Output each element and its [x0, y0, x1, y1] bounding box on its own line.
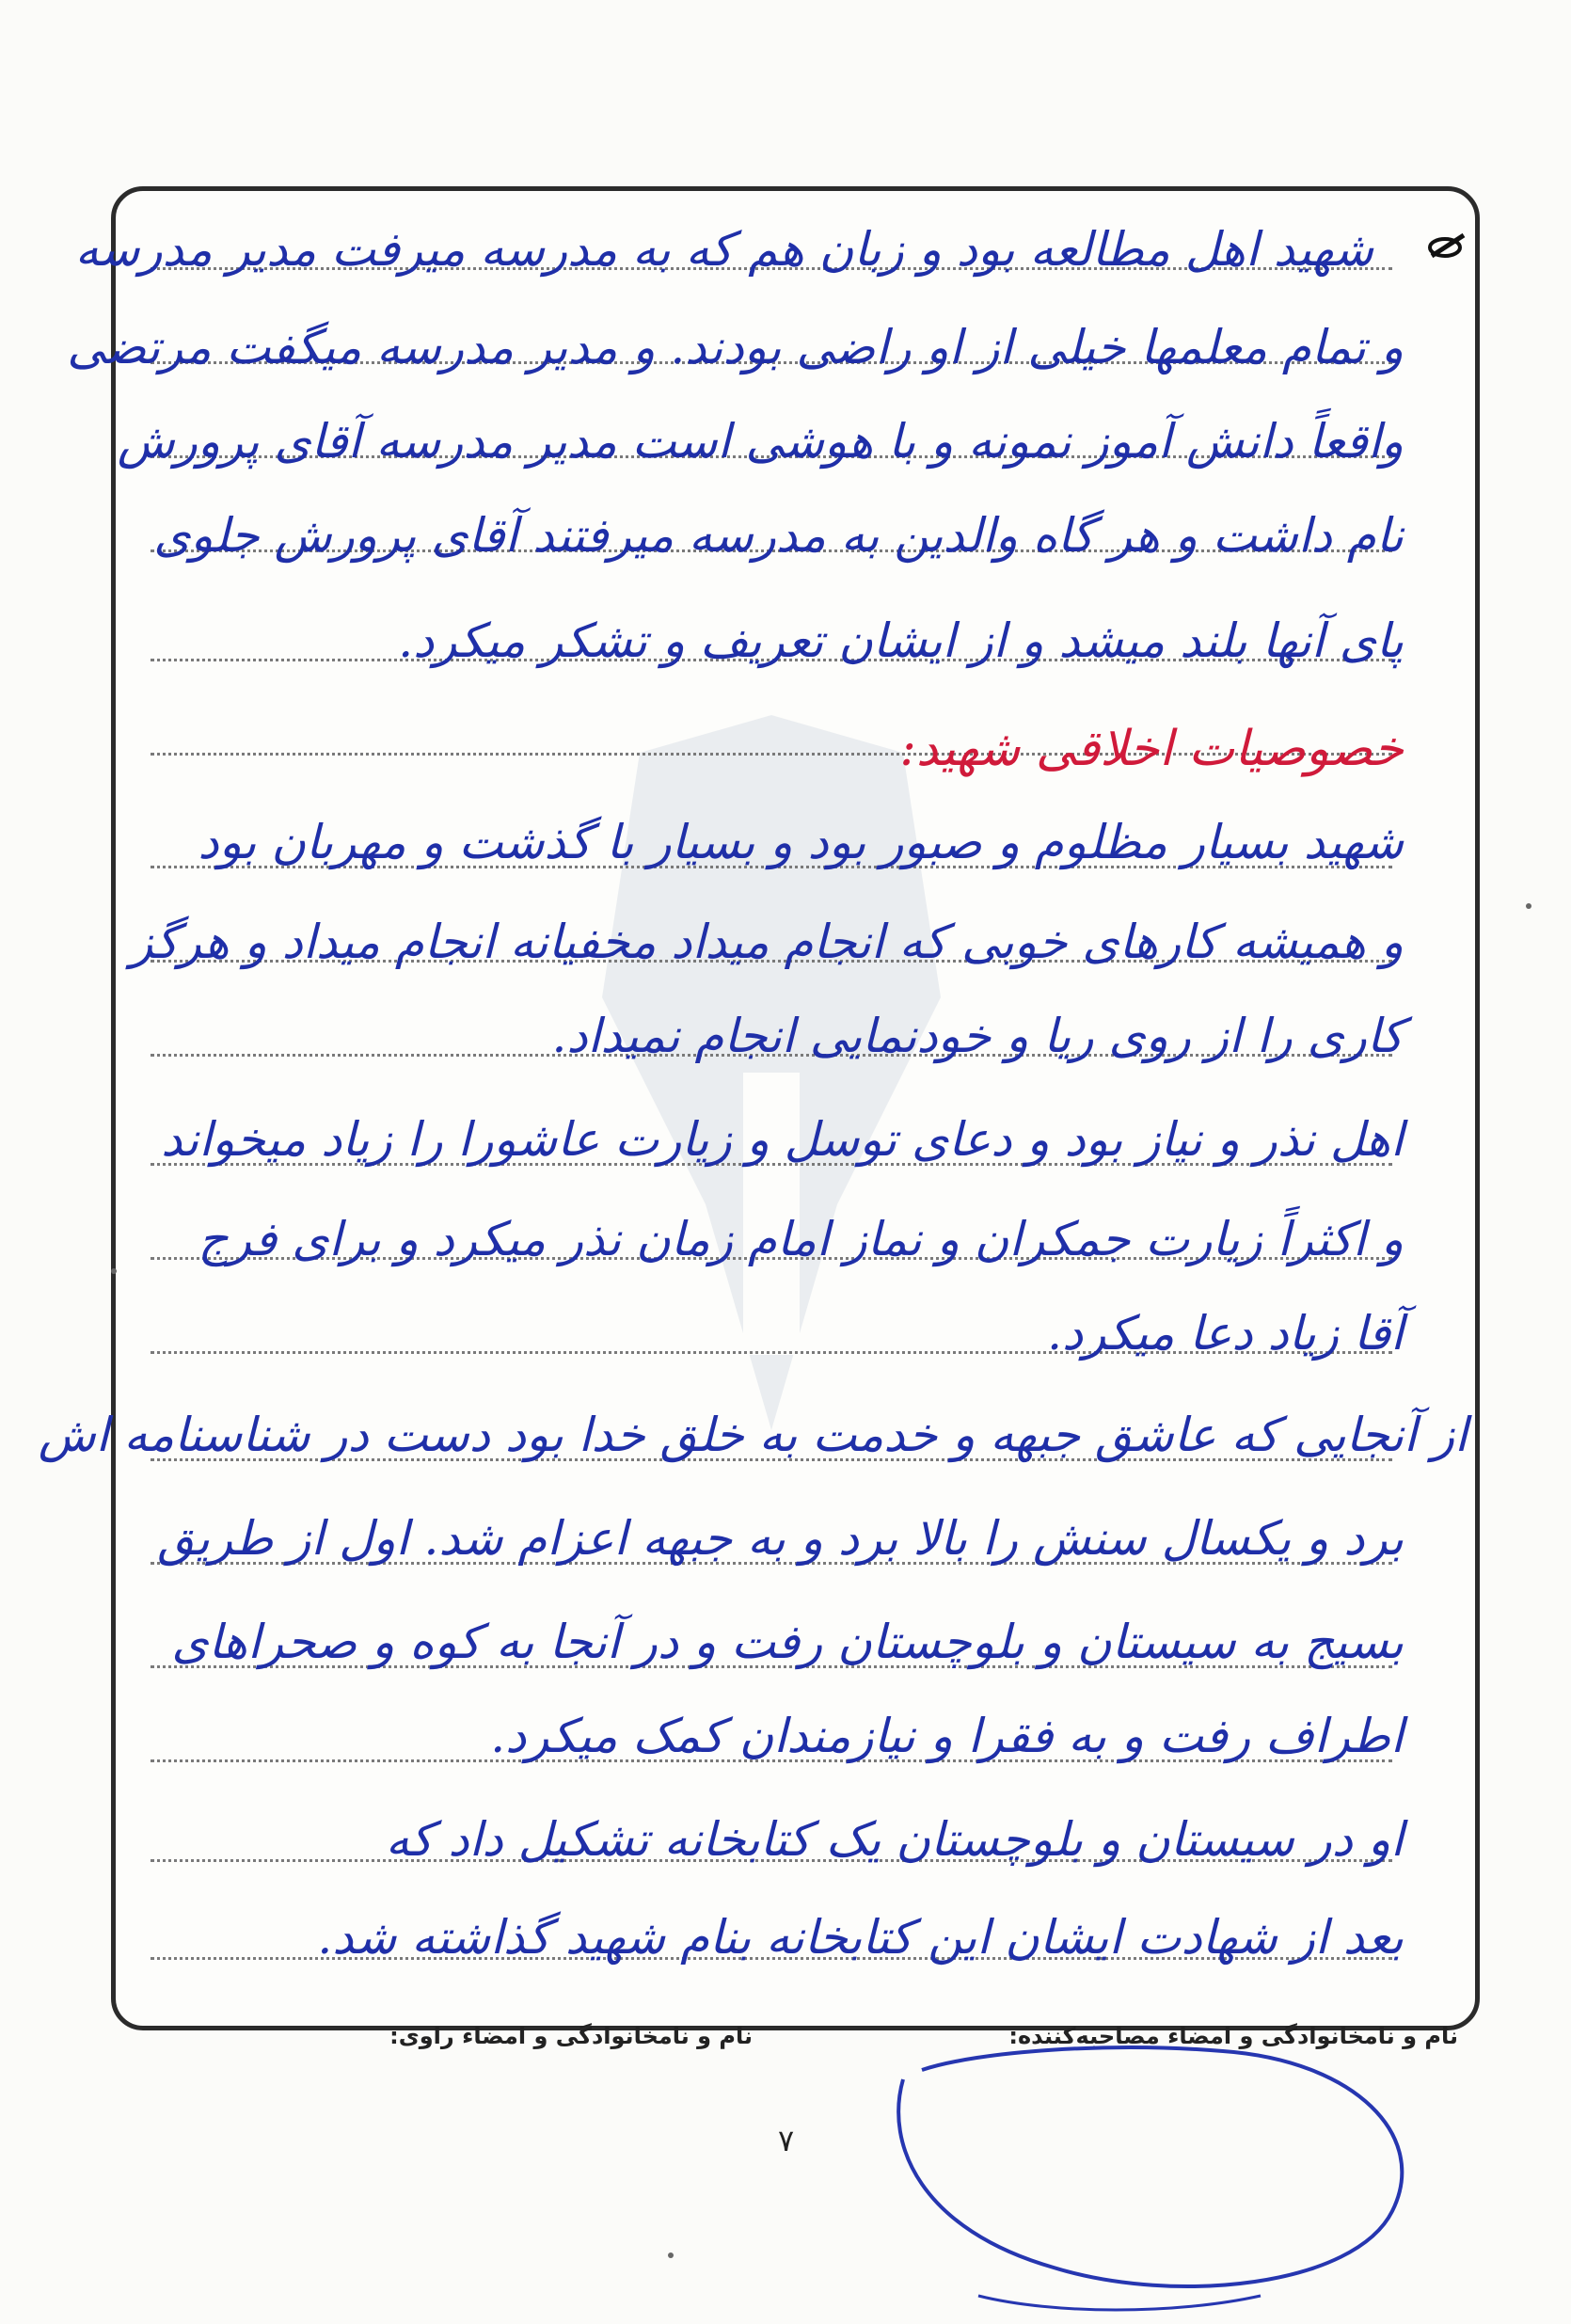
handwritten-line: شهید اهل مطالعه بود و زبان هم که به مدرسه میرفت مدیر مدرسه: [74, 222, 1373, 277]
handwritten-line: بسیج به سیستان و بلوچستان رفت و در آنجا به کوه و صحراهای: [171, 1615, 1404, 1669]
handwritten-line: واقعاً دانش آموز نمونه و با هوشی است مدیر مدرسه آقای پرورش: [117, 414, 1404, 469]
pen-icon: [1426, 231, 1468, 260]
handwritten-line: و همیشه کارهای خوبی که انجام میداد مخفیانه انجام میداد و هرگز: [130, 915, 1404, 969]
narrator-signature-label: نام و نامخانوادگی و امضاء راوی:: [389, 2023, 753, 2049]
handwritten-line: برد و یکسال سنش را بالا برد و به جبهه اعزام شد. اول از طریق: [157, 1511, 1404, 1566]
scan-speck: [668, 2252, 674, 2258]
handwritten-line: اهل نذر و نیاز بود و دعای توسل و زیارت عاشورا را زیاد میخواند: [161, 1112, 1404, 1167]
handwritten-line: نام داشت و هر گاه والدین به مدرسه میرفتند آقای پرورش جلوی: [153, 508, 1404, 563]
handwritten-line: و اکثراً زیارت جمکران و نماز امام زمان نذر میکرد و برای فرج: [198, 1212, 1404, 1266]
handwritten-line: از آنجایی که عاشق جبهه و خدمت به خلق خدا بود دست در شناسنامه اش: [38, 1408, 1468, 1462]
handwritten-line: و تمام معلمها خیلی از او راضی بودند. و مدیر مدرسه میگفت مرتضی: [67, 320, 1404, 374]
handwritten-line: او در سیستان و بلوچستان یک کتابخانه تشکیل داد که: [385, 1812, 1404, 1867]
interviewer-signature-label: نام و نامخانوادگی و امضاء مصاحبه‌کننده:: [1008, 2023, 1458, 2049]
scan-speck: [111, 1268, 117, 1274]
handwritten-line: پای آنها بلند میشد و از ایشان تعریف و تشکر میکرد.: [398, 613, 1404, 668]
section-heading: خصوصیات اخلاقی شهید:: [899, 721, 1404, 777]
signature-ellipse: [865, 2014, 1430, 2324]
handwritten-line: اطراف رفت و به فقرا و نیازمندان کمک میکرد.: [490, 1709, 1404, 1763]
handwritten-line: کاری را از روی ریا و خودنمایی انجام نمیداد.: [551, 1009, 1404, 1063]
page-number: ۷: [778, 2123, 795, 2158]
handwritten-line: بعد از شهادت ایشان این کتابخانه بنام شهید گذاشته شد.: [317, 1910, 1404, 1965]
handwritten-line: شهید بسیار مظلوم و صبور بود و بسیار با گذشت و مهربان بود: [198, 815, 1404, 869]
scan-speck: [1526, 903, 1531, 909]
handwritten-line: آقا زیاد دعا میکرد.: [1047, 1306, 1404, 1361]
